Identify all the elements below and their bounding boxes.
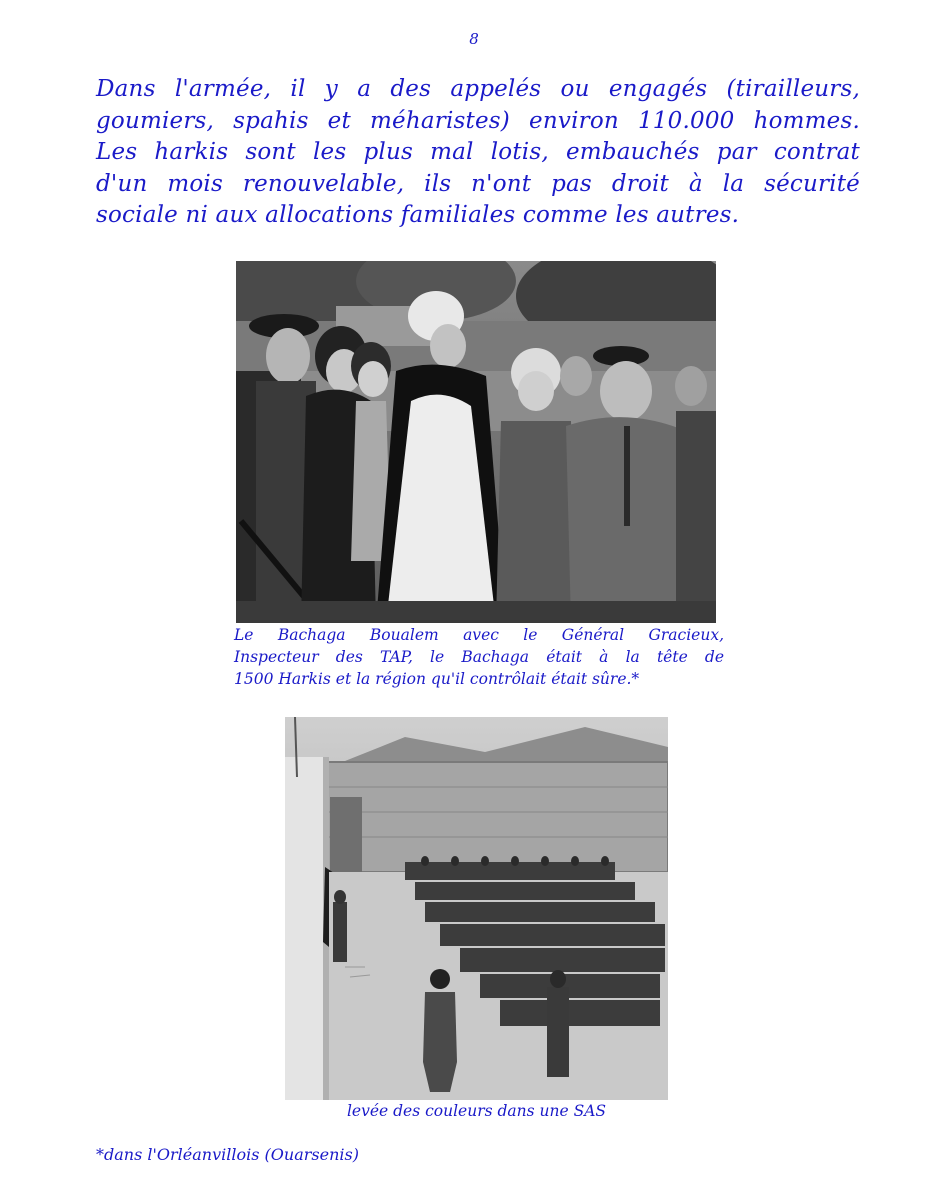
photo-soldiers-formation — [285, 717, 668, 1100]
intro-line: goumiers, spahis et méharistes) environ 110.000 hommes. — [96, 107, 860, 134]
page-number: 8 — [469, 30, 479, 48]
intro-line: Les harkis sont les plus mal lotis, embauchés par contrat — [96, 139, 860, 165]
caption-line: Le Bachaga Boualem avec le Général Gracieux, — [234, 626, 724, 644]
intro-line: d'un mois renouvelable, ils n'ont pas droit à la sécurité — [96, 170, 860, 197]
photo-group-portrait — [236, 261, 716, 623]
intro-paragraph — [96, 74, 860, 232]
footnote: *dans l'Orléanvillois (Ouarsenis) — [96, 1145, 359, 1164]
caption-line: 1500 Harkis et la région qu'il contrôlait était sûre.* — [234, 670, 640, 688]
intro-line: sociale ni aux allocations familiales comme les autres. — [96, 202, 740, 228]
photo-bachaga-boualem-general — [236, 261, 716, 623]
caption-line: Inspecteur des TAP, le Bachaga était à la tête de — [234, 648, 724, 666]
photo1-caption — [234, 624, 724, 690]
photo-flag-raising-sas — [285, 717, 668, 1100]
photo2-caption: levée des couleurs dans une SAS — [346, 1102, 607, 1120]
intro-line: Dans l'armée, il y a des appelés ou engagés (tirailleurs, — [96, 76, 860, 102]
